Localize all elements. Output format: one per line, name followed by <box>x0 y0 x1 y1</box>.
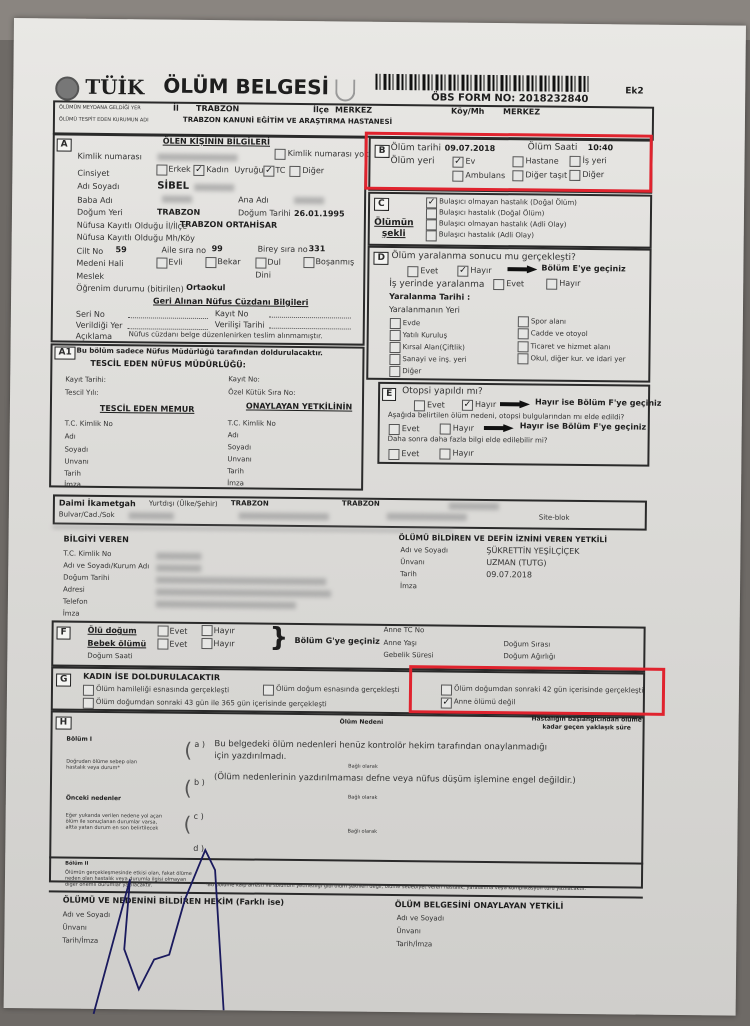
koy-label: Köy/Mh <box>451 106 485 116</box>
injury-place-commerce-label: Ticaret ve hizmet alanı <box>530 342 611 352</box>
section-a-label: A <box>57 138 72 151</box>
cause-footnote: *Bu bölüme kalp arresti ve solunum yetmezliği gibi ölüm şekilleri değil, ölüme sebebiyet veren hastalık, yaralanma veya komplikasyon türü yazılacaktır. <box>204 882 586 893</box>
place-hospital-label: Hastane <box>525 156 559 166</box>
informant-title: BİLGİYİ VEREN <box>63 534 129 545</box>
informant-name-label: Adı ve Soyadı/Kurum Adı <box>63 561 150 571</box>
male-checkbox[interactable] <box>156 164 167 175</box>
injury-place-farm-checkbox[interactable] <box>390 342 401 353</box>
manner-forensic-noncommunicable-label: Bulaşıcı olmayan hastalık (Adli Olay) <box>438 219 567 229</box>
id-label: Kimlik numarası <box>77 151 142 162</box>
work-injury-yes-checkbox[interactable] <box>493 279 504 290</box>
injury-yes-label: Evet <box>420 266 439 276</box>
approver-surname: Soyadı <box>227 443 252 452</box>
brace-a-icon: ( <box>184 737 193 762</box>
ilce-label: İlçe <box>313 105 329 115</box>
informant-tc-label: T.C. Kimlik No <box>63 549 112 559</box>
section-b-label: B <box>375 145 390 158</box>
section-f-goto: Bölüm G'ye geçiniz <box>294 635 380 646</box>
section-f-label: F <box>56 626 70 639</box>
pregnancy-death-label: Ölüm hamileliği esnasında gerçekleşti <box>95 684 230 695</box>
approver-date-sign-label: Tarih/İmza <box>396 940 433 949</box>
verilis-label: Verilişi Tarihi <box>214 320 265 330</box>
other-nationality-label: Diğer <box>302 166 325 176</box>
findings-goto: Hayır ise Bölüm F'ye geçiniz <box>519 421 647 432</box>
education-label: Öğrenim durumu (bitirilen) <box>76 283 184 294</box>
section-d-goto: Bölüm E'ye geçiniz <box>541 263 626 274</box>
ministry-emblem-icon <box>55 76 79 100</box>
birthplace-label: Doğum Yeri <box>76 207 123 218</box>
redacted-district <box>449 503 499 511</box>
death-place-label: Ölüm yeri <box>390 155 435 167</box>
section-c-label: C <box>374 198 389 211</box>
approver-name: Adı <box>227 431 239 440</box>
physician-title-label: Ünvanı <box>62 923 87 932</box>
infant-death-no-label: Hayır <box>213 639 235 649</box>
more-info-yes-label: Evet <box>401 449 420 459</box>
injury-place-school-checkbox[interactable] <box>517 353 528 364</box>
brace-b-icon: ( <box>183 775 192 800</box>
section-a1-label: A1 <box>54 346 75 359</box>
more-info-no-checkbox[interactable] <box>439 448 450 459</box>
handwritten-signature <box>84 839 286 1021</box>
reg-village-label: Nüfusa Kayıtlı Olduğu Mh/Köy <box>76 232 195 243</box>
work-injury-no-checkbox[interactable] <box>546 279 557 290</box>
informant-phone-label: Telefon <box>62 597 88 606</box>
place-work-label: İş yeri <box>582 155 607 166</box>
injury-place-road-checkbox[interactable] <box>518 328 529 339</box>
previous-note: Eğer yukarıda verilen nedene yol açan ölüm ile sonuçlanan durumlar varsa, altta yatan durum en son belirtilecek <box>65 812 163 832</box>
work-injury-yes-label: Evet <box>506 279 525 289</box>
injury-place-school-label: Okul, diğer kur. ve idari yer <box>530 354 626 364</box>
delivery-death-checkbox[interactable] <box>263 685 274 696</box>
place-ambulance-label: Ambulans <box>465 170 506 181</box>
religion-label: Dini <box>255 270 272 280</box>
officer-name: Adı <box>64 432 76 441</box>
redacted-surname <box>194 184 234 191</box>
autopsy-goto: Hayır ise Bölüm F'ye geçiniz <box>534 397 662 408</box>
redacted-informant-tc <box>156 553 201 560</box>
due-to-label-3: Bağlı olarak <box>347 828 378 835</box>
approver-footer-title: ÖLÜM BELGESİNİ ONAYLAYAN YETKİLİ <box>394 900 564 911</box>
officer-title-field: Unvanı <box>64 457 89 466</box>
injury-place-other-checkbox[interactable] <box>389 366 400 377</box>
injury-place-home-label: Evde <box>402 319 421 328</box>
pregnancy-death-checkbox[interactable] <box>83 685 94 696</box>
manner-forensic-communicable-label: Bulaşıcı hastalık (Adli Olay) <box>438 230 535 240</box>
part2-note: Ölümün gerçekleşmesinde etkisi olan, fakat ölüme neden olan hastalık veya durumla ilgisi olmayan diğer önemli durumlar yazılacaktır. <box>64 869 192 889</box>
cause-message-2: (Ölüm nedenlerinin yazdırılmaması defne veya nüfus düşüm işlemine engel değildir.) <box>214 772 576 786</box>
notifier-title: ÖLÜMÜ BİLDİREN VE DEFİN İZNİNİ VEREN YETKİLİ <box>398 533 608 545</box>
widow-checkbox[interactable] <box>255 258 266 269</box>
birthdate-label: Doğum Tarihi <box>237 208 291 218</box>
a1-kayit-tarihi: Kayıt Tarihi: <box>65 375 107 384</box>
stillbirth-yes-checkbox[interactable] <box>158 626 169 637</box>
brace-icon: } <box>269 622 289 653</box>
informant-sign-label: İmza <box>62 609 80 618</box>
verildigi-label: Verildiği Yer <box>75 320 123 331</box>
il-value: TRABZON <box>196 103 240 114</box>
injury-place-road-label: Cadde ve otoyol <box>530 329 588 339</box>
male-label: Erkek <box>168 164 191 174</box>
stillbirth-no-label: Hayır <box>213 626 235 636</box>
more-info-no-label: Hayır <box>452 448 474 458</box>
death-date-value: 09.07.2018 <box>444 143 496 154</box>
place-hospital-checkbox[interactable] <box>512 156 523 167</box>
death-date-label: Ölüm tarihi <box>390 142 442 154</box>
manner-natural-noncommunicable-label: Bulaşıcı olmayan hastalık (Doğal Ölüm) <box>439 197 577 207</box>
mother-tc-label: Anne TC No <box>383 625 425 635</box>
section-g-label: G <box>56 673 72 686</box>
manner-forensic-communicable-checkbox[interactable] <box>426 230 437 241</box>
findings-no-checkbox[interactable] <box>440 423 451 434</box>
autopsy-no-checkbox[interactable]: ✓ <box>463 399 472 410</box>
redacted-informant-phone <box>156 601 296 609</box>
widow-label: Dul <box>267 257 281 267</box>
injury-no-label: Hayır <box>470 265 492 276</box>
not-maternal-death-label: Anne ölümü değil <box>453 697 516 707</box>
koy-value: MERKEZ <box>502 107 541 117</box>
redacted-neighborhood <box>239 512 329 520</box>
place-other-label: Diğer <box>582 169 605 180</box>
injury-place-sport-checkbox[interactable] <box>518 316 529 327</box>
more-info-yes-checkbox[interactable] <box>388 449 399 460</box>
approver-title-field: Unvanı <box>227 455 252 464</box>
cause-header: Ölüm Nedeni <box>339 718 384 726</box>
redacted-street <box>129 512 174 519</box>
annex-label: Ek2 <box>625 86 644 97</box>
redacted-id <box>158 154 238 162</box>
redacted-informant-name <box>156 565 201 572</box>
previous-causes-label: Önceki nedenler <box>65 794 122 803</box>
death-time-value: 10:40 <box>587 143 614 153</box>
married-checkbox[interactable] <box>156 258 167 269</box>
cilt-value: 59 <box>115 245 127 255</box>
approver-title-label: Ünvanı <box>396 927 421 936</box>
redacted-father <box>162 196 192 203</box>
letter-c: c ) <box>193 811 204 822</box>
aciklama-label: Açıklama <box>75 331 113 342</box>
section-d-question: Ölüm yaralanma sonucu mu gerçekleşti? <box>391 250 576 263</box>
brace-c-icon: ( <box>183 811 192 836</box>
letter-a: a ) <box>194 739 206 750</box>
no-id-checkbox[interactable] <box>275 149 286 160</box>
stillbirth-no-checkbox[interactable] <box>202 625 213 636</box>
autopsy-yes-checkbox[interactable] <box>414 400 425 411</box>
gestation-label: Gebelik Süresi <box>383 650 434 660</box>
death-time-label: Ölüm Saati <box>527 142 578 153</box>
notifier-name-value: ŞÜKRETTİN YEŞİLÇİÇEK <box>486 545 580 556</box>
gender-label: Cinsiyet <box>77 168 110 179</box>
section-g-title: KADIN İSE DOLDURULACAKTIR <box>83 671 221 683</box>
injury-place-industry-label: Sanayi ve inş. yeri <box>402 355 467 364</box>
letter-d: d ) <box>193 843 205 854</box>
section-a1-note: Bu bölüm sadece Nüfus Müdürlüğü tarafından doldurulacaktır. <box>76 346 323 358</box>
injury-place-residential-checkbox[interactable] <box>390 330 401 341</box>
place-label: ÖLÜMÜN MEYDANA GELDİĞİ YER <box>59 104 141 112</box>
approver-sign: İmza <box>227 479 245 488</box>
autopsy-findings-question: Aşağıda belirtilen ölüm nedeni, otopsi bulgularından mı elde edildi? <box>387 410 625 422</box>
barcode <box>375 74 590 92</box>
institution-value: TRABZON KANUNİ EĞİTİM VE ARAŞTIRMA HASTANESİ <box>182 115 393 126</box>
officer-title: TESCİL EDEN MEMUR <box>99 403 195 414</box>
birthdate-value: 26.01.1995 <box>293 208 345 219</box>
section-e-label: E <box>382 388 396 401</box>
name-value: SİBEL <box>157 180 190 192</box>
officer-date: Tarih <box>64 469 81 478</box>
more-info-question: Daha sonra daha fazla bilgi elde edilebilir mi? <box>387 434 548 445</box>
residence-label: Daimi İkametgah <box>58 498 136 509</box>
approver-name-label: Adı ve Soyadı <box>396 914 445 923</box>
reg-province-value: TRABZON ORTAHİSAR <box>179 219 278 230</box>
no-id-label: Kimlik numarası yok <box>287 148 369 159</box>
birey-label: Birey sıra no <box>257 244 308 255</box>
redacted-mother <box>294 197 324 204</box>
ilce-value: MERKEZ <box>335 105 373 115</box>
seri-label: Seri No <box>75 309 105 319</box>
infant-death-no-checkbox[interactable] <box>201 638 212 649</box>
injury-no-checkbox[interactable]: ✓ <box>459 265 467 276</box>
cilt-label: Cilt No <box>76 246 104 256</box>
institution-label: ÖLÜMÜ TESPİT EDEN KURUMUN ADI <box>58 116 149 124</box>
mother-age-label: Anne Yaşı <box>383 638 417 648</box>
part1-label: Bölüm I <box>66 735 93 743</box>
findings-yes-label: Evet <box>401 424 420 434</box>
direct-cause-label: Doğrudan ölüme sebep olan hastalık veya durum* <box>66 758 138 772</box>
physician-name-label: Adı ve Soyadı <box>62 910 111 920</box>
approver-date: Tarih <box>227 467 244 476</box>
place-other-vehicle-label: Diğer taşıt <box>525 170 568 180</box>
injury-yes-checkbox[interactable] <box>407 266 418 277</box>
residence-country-label: Yurtdışı (Ülke/Şehir) <box>148 499 218 509</box>
kayit-label: Kayıt No <box>214 309 249 319</box>
birth-order-label: Doğum Sırası <box>503 640 551 649</box>
birth-time-label: Doğum Saati <box>87 651 133 661</box>
postpartum-365-checkbox[interactable] <box>83 698 94 709</box>
redacted-informant-birthdate <box>156 577 326 586</box>
birthplace-value: TRABZON <box>156 207 201 217</box>
notifier-date-value: 09.07.2018 <box>486 569 533 580</box>
section-a-title: ÖLEN KİŞİNİN BİLGİLERİ <box>162 136 271 147</box>
marital-label: Medeni Hali <box>76 258 124 269</box>
work-injury-label: İş yerinde yaralanma <box>389 278 485 290</box>
injury-place-residential-label: Yatılı Kuruluş <box>402 331 448 340</box>
a1-tescil-yili: Tescil Yılı: <box>65 388 99 397</box>
due-to-label-1: Bağlı olarak <box>348 763 378 770</box>
place-home-checkbox[interactable]: ✓ <box>454 156 462 167</box>
form-number: ÖBS FORM NO: 2018232840 <box>431 92 589 106</box>
injury-place-industry-checkbox[interactable] <box>389 354 400 365</box>
father-label: Baba Adı <box>77 195 113 206</box>
not-maternal-death-checkbox[interactable]: ✓ <box>442 697 451 708</box>
officer-tc: T.C. Kimlik No <box>64 419 113 429</box>
place-other-vehicle-checkbox[interactable] <box>512 170 523 181</box>
notifier-name-label: Adı ve Soyadı <box>400 546 448 555</box>
injury-place-farm-label: Kırsal Alan(Çiftlik) <box>402 343 465 352</box>
approver-title: ONAYLAYAN YETKİLİNİN <box>245 401 353 412</box>
married-label: Evli <box>168 257 183 267</box>
duration-header: Hastalığın başlangıcından ölüme kadar geçen yaklaşık süre <box>531 715 642 732</box>
infant-death-yes-label: Evet <box>169 639 188 649</box>
a1-ozel-kutuk: Özel Kütük Sıra No: <box>228 388 296 397</box>
autopsy-question: Otopsi yapıldı mı? <box>402 386 483 397</box>
residence-site-label: Site-blok <box>538 513 570 522</box>
other-nationality-checkbox[interactable] <box>289 166 300 177</box>
redacted-building <box>387 513 467 521</box>
injury-place-label: Yaralanmanın Yeri <box>388 304 460 315</box>
injury-place-commerce-checkbox[interactable] <box>518 341 529 352</box>
residence-province: TRABZON <box>341 499 380 508</box>
education-value: Ortaokul <box>186 282 226 293</box>
tc-checkbox[interactable]: ✓ <box>265 165 273 176</box>
officer-sign: İmza <box>64 480 82 489</box>
postpartum-365-label: Ölüm doğumdan sonraki 43 gün ile 365 gün içerisinde gerçekleşti <box>95 697 327 709</box>
findings-yes-checkbox[interactable] <box>389 424 400 435</box>
health-ministry-logo-icon <box>335 79 355 101</box>
place-home-label: Ev <box>465 156 476 166</box>
single-label: Bekar <box>217 257 241 267</box>
female-label: Kadın <box>206 165 229 175</box>
injury-date-label: Yaralanma Tarihi : <box>389 291 471 302</box>
place-work-checkbox[interactable] <box>569 156 580 167</box>
cause-message-1: Bu belgedeki ölüm nedenleri henüz kontrolör hekim tarafından onaylanmadığı için yazdırılmadı. <box>214 739 548 762</box>
birth-weight-label: Doğum Ağırlığı <box>503 652 556 661</box>
death-certificate-document <box>4 18 746 1016</box>
manner-natural-communicable-label: Bulaşıcı hastalık (Doğal Ölüm) <box>438 208 545 218</box>
nationality-label: Uyruğu <box>234 165 264 175</box>
notifier-title-label: Ünvanı <box>400 558 425 567</box>
physician-date-sign-label: Tarih/İmza <box>62 936 99 945</box>
mother-label: Ana Adı <box>238 195 269 205</box>
residence-street-label: Bulvar/Cad./Sok <box>58 510 115 520</box>
registrar-label: TESCİL EDEN NÜFUS MÜDÜRLÜĞÜ: <box>90 358 246 370</box>
reg-province-label: Nüfusa Kayıtlı Olduğu İl/İlçe <box>76 220 188 231</box>
manner-forensic-noncommunicable-checkbox[interactable] <box>426 219 437 230</box>
aile-label: Aile sıra no <box>161 245 207 256</box>
tuik-logo: TÜİK <box>85 74 145 100</box>
postpartum-42-label: Ölüm doğumdan sonraki 42 gün içerisinde gerçekleşti <box>453 684 644 695</box>
female-checkbox[interactable]: ✓ <box>195 164 203 175</box>
birey-value: 331 <box>308 244 326 254</box>
job-label: Meslek <box>76 271 105 281</box>
place-ambulance-checkbox[interactable] <box>452 171 463 182</box>
work-injury-no-label: Hayır <box>559 278 581 288</box>
aile-value: 99 <box>211 244 223 254</box>
part2-label: Bölüm II <box>65 860 89 867</box>
infant-death-yes-checkbox[interactable] <box>157 639 168 650</box>
informant-address-label: Adresi <box>62 585 85 594</box>
manner-natural-noncommunicable-checkbox[interactable]: ✓ <box>427 197 436 208</box>
physician-title: ÖLÜMÜ VE NEDENİNİ BİLDİREN HEKİM (Farklı ise) <box>62 895 285 907</box>
divorced-label: Boşanmış <box>315 257 355 267</box>
residence-city: TRABZON <box>230 499 269 508</box>
informant-birthdate-label: Doğum Tarihi <box>63 573 110 583</box>
injury-place-sport-label: Spor alanı <box>530 317 567 326</box>
notifier-date-label: Tarih <box>400 570 417 579</box>
section-c-title: Ölümün şekli <box>374 217 414 240</box>
notifier-sign-label: İmza <box>400 582 417 591</box>
findings-no-label: Hayır <box>452 423 474 433</box>
due-to-label-2: Bağlı olarak <box>347 794 378 801</box>
postpartum-42-checkbox[interactable] <box>441 685 452 696</box>
aciklama-value: Nüfus cüzdanı belge düzenlenirken teslim alınmamıştır. <box>128 330 323 341</box>
id-card-title: Geri Alınan Nüfus Cüzdanı Bilgileri <box>152 296 309 308</box>
a1-kayit-no: Kayıt No: <box>228 375 260 384</box>
section-h-label: H <box>56 716 72 729</box>
autopsy-yes-label: Evet <box>426 400 445 410</box>
autopsy-no-label: Hayır <box>474 399 497 410</box>
tc-label: TC <box>275 165 286 175</box>
single-checkbox[interactable] <box>205 257 216 268</box>
officer-surname: Soyadı <box>64 445 89 454</box>
approver-tc: T.C. Kimlik No <box>227 419 276 428</box>
letter-b: b ) <box>193 777 205 788</box>
place-other-checkbox[interactable] <box>569 170 580 181</box>
infant-death-label: Bebek ölümü <box>87 638 147 649</box>
divorced-checkbox[interactable] <box>303 257 314 268</box>
document-title: ÖLÜM BELGESİ <box>163 73 330 100</box>
stillbirth-label: Ölü doğum <box>87 625 137 636</box>
injury-place-other-label: Diğer <box>402 367 422 376</box>
injury-place-home-checkbox[interactable] <box>390 318 401 329</box>
manner-natural-communicable-checkbox[interactable] <box>426 208 437 219</box>
il-label: İl <box>173 103 179 113</box>
delivery-death-label: Ölüm doğum esnasında gerçekleşti <box>275 684 400 695</box>
notifier-title-value: UZMAN (TUTG) <box>486 557 547 568</box>
stillbirth-yes-label: Evet <box>169 626 188 636</box>
section-d-label: D <box>373 252 389 265</box>
redacted-informant-address <box>156 589 331 598</box>
name-label: Adı Soyadı <box>77 181 120 192</box>
